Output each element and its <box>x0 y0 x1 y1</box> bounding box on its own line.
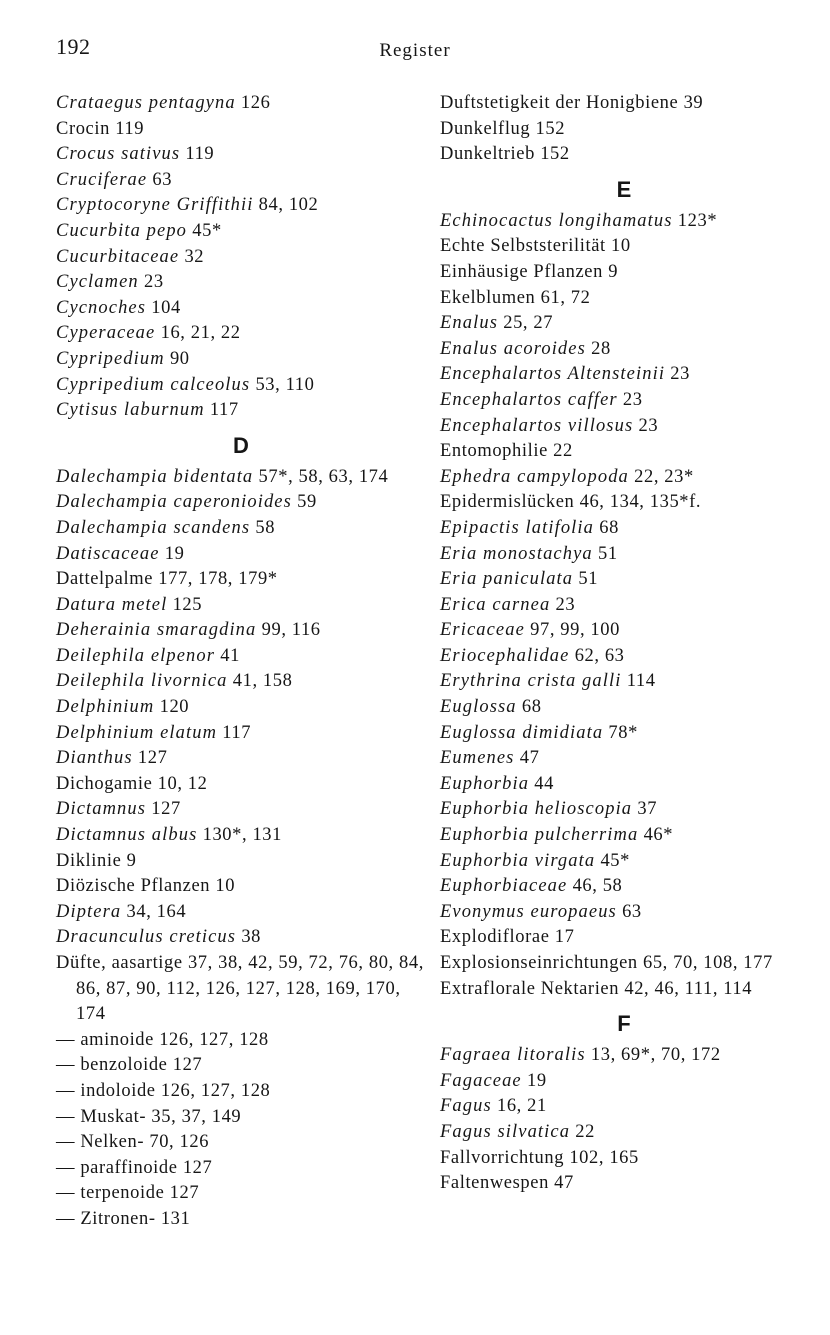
index-term: Dianthus <box>56 748 133 769</box>
index-subentry <box>56 1156 426 1182</box>
page-references: 127 <box>182 1157 213 1178</box>
page-references: 22 <box>553 441 573 462</box>
page-references: 10 <box>215 876 236 897</box>
index-term: Einhäusige Pflanzen <box>440 261 603 282</box>
page-references: 119 <box>185 144 215 165</box>
page-references: 47 <box>554 1173 574 1194</box>
index-term: Datiscaceae <box>56 543 160 564</box>
page-references: 117 <box>209 400 239 421</box>
page-references: 41 <box>220 645 240 666</box>
index-entry <box>56 245 426 271</box>
index-term: Cyclamen <box>56 272 139 293</box>
index-entry <box>56 823 426 849</box>
index-term: Duftstetigkeit der Honigbiene <box>440 93 679 113</box>
index-entry <box>56 695 426 721</box>
index-entry <box>440 772 808 798</box>
section-letter: E <box>616 176 632 202</box>
index-entry <box>440 721 808 747</box>
index-subentry <box>56 1207 426 1233</box>
index-subentry <box>56 1028 426 1054</box>
index-term: — Zitronen- <box>56 1208 156 1229</box>
index-entry <box>440 209 808 235</box>
index-term: Cyperaceae <box>56 323 156 344</box>
index-term: Diözische Pflanzen <box>56 876 211 897</box>
index-entry <box>56 373 426 399</box>
index-term: Dictamnus albus <box>56 825 198 846</box>
index-term: Ericaceae <box>440 620 525 641</box>
index-entry <box>440 1171 808 1197</box>
index-term: Epipactis latifolia <box>440 517 594 538</box>
index-entry <box>56 398 426 424</box>
index-column-right <box>440 91 808 1197</box>
index-term: Euglossa <box>440 697 517 718</box>
index-term: — aminoide <box>56 1029 154 1050</box>
page-references: 28 <box>591 338 611 359</box>
page-references: 99, 116 <box>261 620 321 641</box>
index-term: Dunkeltrieb <box>440 144 535 165</box>
page-references: 152 <box>535 118 566 139</box>
page-references: 97, 99, 100 <box>530 620 620 641</box>
page-references: 45* <box>192 220 222 241</box>
index-entry <box>440 977 808 1003</box>
page-references: 9 <box>608 261 619 282</box>
index-term: Encephalartos caffer <box>440 389 618 410</box>
page-references: 10 <box>611 236 631 257</box>
page-references: 9 <box>126 850 137 871</box>
page-references: 104 <box>151 297 181 318</box>
index-entry <box>56 618 426 644</box>
page-references: 34, 164 <box>126 901 187 922</box>
page-references: 37, 38, 42, 59, 72, 76, 80, 84, 86, 87, 90, 112, 126, 127, 128, 169, 170, 174 <box>76 953 424 1025</box>
index-entry <box>56 193 426 219</box>
index-entry <box>440 117 808 143</box>
page-references: 25, 27 <box>503 313 554 334</box>
page-references: 23 <box>670 364 690 385</box>
index-term: Encephalartos villosus <box>440 415 634 436</box>
page-references: 37 <box>637 799 658 820</box>
index-entry <box>440 925 808 951</box>
index-entry <box>56 516 426 542</box>
page-references: 57*, 58, 63, 174 <box>258 466 389 487</box>
index-entry <box>440 311 808 337</box>
index-term: Delphinium <box>56 697 155 718</box>
index-entry <box>440 797 808 823</box>
index-entry <box>56 567 426 593</box>
index-term: Cruciferae <box>56 169 148 190</box>
index-term: Crocus sativus <box>56 144 181 165</box>
index-term: — indoloide <box>56 1080 156 1101</box>
page-references: 127 <box>169 1183 200 1204</box>
page-references: 126, 127, 128 <box>160 1080 271 1101</box>
page-references: 13, 69*, 70, 172 <box>590 1045 721 1066</box>
page-references: 125 <box>172 594 203 615</box>
index-entry <box>56 746 426 772</box>
index-entry <box>440 260 808 286</box>
page-references: 23 <box>638 415 659 436</box>
page-references: 62, 63 <box>574 645 625 666</box>
page-references: 17 <box>554 927 575 948</box>
index-entry <box>440 414 808 440</box>
page-references: 46, 134, 135*f. <box>579 492 702 513</box>
index-entry <box>56 91 426 117</box>
index-term: Fagus <box>440 1096 492 1117</box>
index-term: Extraflorale Nektarien <box>440 978 620 999</box>
index-entry <box>440 823 808 849</box>
index-term: Cucurbitaceae <box>56 246 180 267</box>
index-term: Deilephila livornica <box>56 671 228 692</box>
page-references: 68 <box>599 517 619 538</box>
index-term: Dictamnus <box>56 799 147 820</box>
index-term: Dunkelflug <box>440 118 531 139</box>
index-term: Enalus <box>440 313 498 334</box>
page-references: 127 <box>151 799 181 820</box>
index-term: Diptera <box>56 901 122 922</box>
index-entry <box>440 142 808 168</box>
page-references: 58 <box>255 517 276 538</box>
index-entry <box>56 900 426 926</box>
index-entry <box>56 951 426 1028</box>
index-term: — terpenoide <box>56 1183 165 1204</box>
index-entry <box>440 874 808 900</box>
running-title: Register <box>379 40 451 61</box>
page-references: 131 <box>160 1208 191 1229</box>
index-entry <box>56 270 426 296</box>
page-references: 63 <box>622 901 642 922</box>
index-entry <box>440 669 808 695</box>
index-entry <box>440 567 808 593</box>
index-term: Dalechampia bidentata <box>56 466 254 487</box>
page-references: 127 <box>172 1055 203 1076</box>
page-references: 39 <box>683 93 704 113</box>
index-entry <box>440 286 808 312</box>
index-entry <box>56 797 426 823</box>
index-term: Diklinie <box>56 850 122 871</box>
page-references: 10, 12 <box>157 773 208 794</box>
page-references: 59 <box>297 492 317 513</box>
page-references: 16, 21, 22 <box>160 323 241 344</box>
index-entry <box>56 321 426 347</box>
index-entry <box>56 168 426 194</box>
index-entry <box>440 542 808 568</box>
page-references: 23 <box>555 594 576 615</box>
index-entry <box>56 593 426 619</box>
index-entry <box>56 772 426 798</box>
page-references: 19 <box>526 1070 547 1091</box>
page-references: 102, 165 <box>569 1147 639 1168</box>
page-references: 22 <box>575 1121 595 1142</box>
index-term: Evonymus europaeus <box>440 901 617 922</box>
index-entry <box>56 117 426 143</box>
index-term: Enalus acoroides <box>440 338 586 359</box>
index-term: Explosionseinrichtungen <box>440 953 638 973</box>
page-references: 63 <box>152 169 173 190</box>
index-entry <box>440 516 808 542</box>
index-term: Echte Selbststerilität <box>440 236 606 257</box>
page-references: 38 <box>241 927 262 948</box>
index-term: Euglossa dimidiata <box>440 722 604 743</box>
page-references: 53, 110 <box>255 374 315 395</box>
page-references: 32 <box>184 246 205 267</box>
index-entry <box>440 1094 808 1120</box>
page-references: 130*, 131 <box>202 825 283 846</box>
index-entry <box>440 951 808 977</box>
index-entry <box>56 296 426 322</box>
page-references: 177, 178, 179* <box>158 569 278 590</box>
index-entry <box>56 669 426 695</box>
index-term: Fallvorrichtung <box>440 1147 565 1168</box>
index-entry <box>440 234 808 260</box>
page-references: 35, 37, 149 <box>151 1106 242 1127</box>
page-references: 45* <box>600 850 631 871</box>
index-term: Euphorbiaceae <box>440 876 568 897</box>
page-references: 46, 58 <box>572 876 623 897</box>
index-term: Explodiflorae <box>440 927 550 948</box>
page-references: 23 <box>622 389 643 410</box>
page-references: 78* <box>608 722 638 743</box>
index-entry <box>56 142 426 168</box>
page-references: 42, 46, 111, 114 <box>624 978 753 999</box>
page-number: 192 <box>56 34 91 59</box>
index-entry <box>440 618 808 644</box>
index-term: Crocin <box>56 118 110 139</box>
page-references: 70, 126 <box>149 1132 210 1153</box>
page-references: 152 <box>540 144 570 165</box>
index-entry <box>56 219 426 245</box>
page-references: 90 <box>169 348 190 369</box>
index-entry <box>56 644 426 670</box>
index-term: Dichogamie <box>56 773 153 794</box>
index-term: Dalechampia caperonioides <box>56 492 292 513</box>
index-term: Euphorbia pulcherrima <box>440 825 639 846</box>
index-entry <box>440 91 808 117</box>
index-entry <box>440 439 808 465</box>
index-term: Eumenes <box>440 748 515 769</box>
index-entry <box>56 849 426 875</box>
index-term: Deherainia smaragdina <box>56 620 257 641</box>
section-letter: D <box>233 432 249 458</box>
index-term: Cypripedium <box>56 348 165 369</box>
page-references: 47 <box>519 748 540 769</box>
index-term: Erica carnea <box>440 594 551 615</box>
index-term: — benzoloide <box>56 1055 168 1076</box>
index-entry <box>440 1146 808 1172</box>
index-term: Entomophilie <box>440 441 548 462</box>
index-entry <box>440 1069 808 1095</box>
page-references: 23 <box>144 272 164 293</box>
section-letter: F <box>617 1011 631 1037</box>
index-term: — paraffinoide <box>56 1157 178 1178</box>
index-entry <box>56 874 426 900</box>
index-term: Datura metel <box>56 594 168 615</box>
index-term: Fagaceae <box>440 1070 522 1091</box>
index-entry <box>440 593 808 619</box>
page-references: 51 <box>597 543 618 564</box>
index-subentry <box>56 1053 426 1079</box>
index-term: Crataegus pentagyna <box>56 93 236 113</box>
index-term: Eria paniculata <box>440 569 574 590</box>
index-term: Dracunculus creticus <box>56 927 237 948</box>
page-references: 123* <box>677 210 718 231</box>
index-subentry <box>56 1105 426 1131</box>
index-term: Ekelblumen <box>440 287 536 308</box>
index-term: Epidermislücken <box>440 492 575 513</box>
index-term: Delphinium elatum <box>56 722 218 743</box>
index-entry <box>440 695 808 721</box>
index-entry <box>440 644 808 670</box>
page-references: 61, 72 <box>540 287 591 308</box>
page-references: 22, 23* <box>634 466 694 487</box>
index-entry <box>56 347 426 373</box>
index-entry <box>440 388 808 414</box>
index-term: — Nelken- <box>56 1132 145 1153</box>
index-entry <box>440 362 808 388</box>
index-entry <box>440 746 808 772</box>
index-term: — Muskat- <box>56 1106 147 1127</box>
index-subentry <box>56 1181 426 1207</box>
page-references: 114 <box>626 671 656 692</box>
page-references: 51 <box>578 569 599 590</box>
page-references: 119 <box>115 118 145 139</box>
page-references: 126, 127, 128 <box>159 1029 269 1050</box>
index-term: Euphorbia helioscopia <box>440 799 633 820</box>
page-references: 120 <box>159 697 190 718</box>
index-entry <box>440 900 808 926</box>
index-term: Fagus silvatica <box>440 1121 571 1142</box>
index-entry <box>440 1043 808 1069</box>
index-term: Dalechampia scandens <box>56 517 251 538</box>
index-term: Fagraea litoralis <box>440 1045 586 1066</box>
index-term: Düfte, aasartige <box>56 953 183 973</box>
index-entry <box>440 849 808 875</box>
page-references: 127 <box>137 748 168 769</box>
index-entry <box>440 490 808 516</box>
index-entry <box>56 465 426 491</box>
index-term: Eriocephalidae <box>440 645 570 666</box>
index-subentry <box>56 1130 426 1156</box>
index-term: Encephalartos Altensteinii <box>440 364 666 385</box>
page-references: 126 <box>240 93 271 113</box>
page-references: 41, 158 <box>232 671 293 692</box>
index-entry <box>56 542 426 568</box>
page-references: 44 <box>534 773 554 794</box>
index-term: Cypripedium calceolus <box>56 374 251 395</box>
index-entry <box>440 1120 808 1146</box>
index-term: Erythrina crista galli <box>440 671 622 692</box>
index-term: Faltenwespen <box>440 1173 549 1194</box>
page-references: 117 <box>222 722 252 743</box>
page-references: 46* <box>643 825 674 846</box>
index-entry <box>56 925 426 951</box>
index-term: Cucurbita pepo <box>56 220 188 241</box>
index-term: Deilephila elpenor <box>56 645 216 666</box>
index-column-left <box>56 91 426 1233</box>
index-term: Cytisus laburnum <box>56 400 205 421</box>
page-references: 68 <box>521 697 542 718</box>
index-term: Eria monostachya <box>440 543 593 564</box>
index-entry <box>56 490 426 516</box>
index-entry <box>440 465 808 491</box>
index-entry <box>440 337 808 363</box>
index-subentry <box>56 1079 426 1105</box>
page-references: 19 <box>164 543 185 564</box>
index-term: Euphorbia virgata <box>440 850 596 871</box>
index-term: Ephedra campylopoda <box>440 466 629 487</box>
index-term: Echinocactus longihamatus <box>440 210 673 231</box>
index-term: Cryptocoryne Griffithii <box>56 195 254 216</box>
page-references: 16, 21 <box>496 1096 547 1117</box>
page-references: 65, 70, 108, 177 <box>642 953 773 973</box>
page-references: 84, 102 <box>258 195 319 216</box>
index-term: Euphorbia <box>440 773 530 794</box>
index-term: Dattelpalme <box>56 569 154 590</box>
index-term: Cycnoches <box>56 297 147 318</box>
index-entry <box>56 721 426 747</box>
